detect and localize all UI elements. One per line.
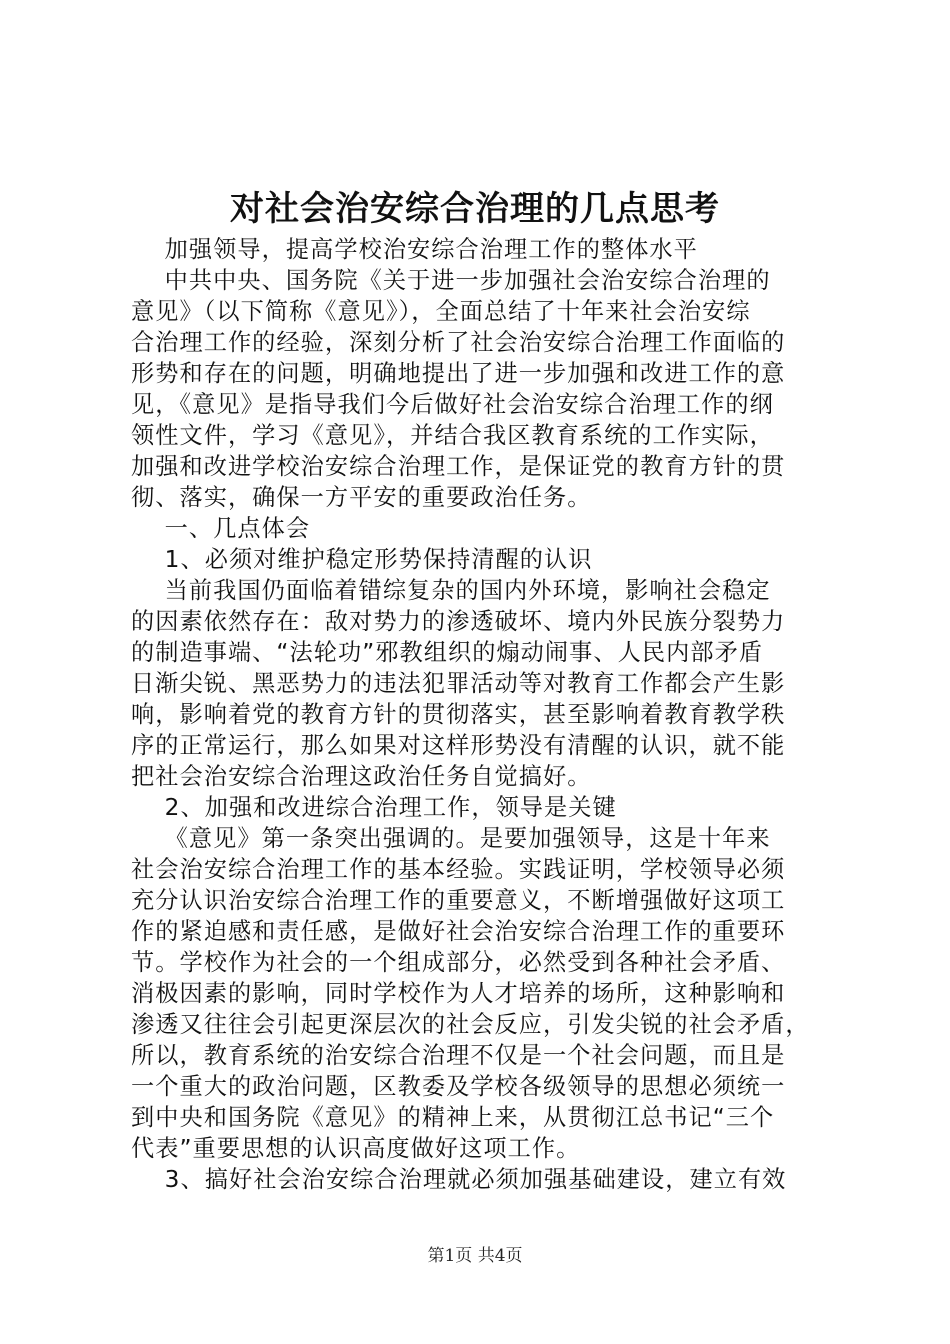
page-number-footer: 第1页 共4页 — [427, 1246, 523, 1266]
document-title: 对社会治安综合治理的几点思考 — [230, 189, 720, 229]
paragraph-line: 的因素依然存在：敌对势力的渗透破坏、境内外民族分裂势力 — [131, 608, 786, 635]
paragraph-line: 把社会治安综合治理这政治任务自觉搞好。 — [131, 763, 592, 790]
paragraph-line: 节。学校作为社会的一个组成部分，必然受到各种社会矛盾、 — [131, 949, 786, 976]
paragraph-line: 加强和改进学校治安综合治理工作，是保证党的教育方针的贯 — [131, 453, 786, 480]
subsection-heading: 2、加强和改进综合治理工作，领导是关键 — [131, 794, 617, 821]
paragraph-line: 的制造事端、“法轮功”邪教组织的煽动闹事、人民内部矛盾 — [131, 639, 764, 666]
paragraph-line: 合治理工作的经验，深刻分析了社会治安综合治理工作面临的 — [131, 329, 786, 356]
paragraph-line: 序的正常运行，那么如果对这样形势没有清醒的认识，就不能 — [131, 732, 786, 759]
paragraph-line: 社会治安综合治理工作的基本经验。实践证明，学校领导必须 — [131, 856, 786, 883]
paragraph-line: 响，影响着党的教育方针的贯彻落实，甚至影响着教育教学秩 — [131, 701, 786, 728]
paragraph-line: 当前我国仍面临着错综复杂的国内外环境，影响社会稳定 — [131, 577, 771, 604]
paragraph-line: 代表”重要思想的认识高度做好这项工作。 — [131, 1135, 581, 1162]
paragraph-line: 加强领导，提高学校治安综合治理工作的整体水平 — [131, 236, 698, 263]
paragraph-line: 领性文件，学习《意见》，并结合我区教育系统的工作实际， — [131, 422, 774, 449]
paragraph-line: 见，《意见》是指导我们今后做好社会治安综合治理工作的纲 — [131, 391, 774, 418]
paragraph-line: 作的紧迫感和责任感，是做好社会治安综合治理工作的重要环 — [131, 918, 786, 945]
document-body — [131, 234, 831, 1195]
paragraph-line: 彻、落实，确保一方平安的重要政治任务。 — [131, 484, 592, 511]
paragraph-line: 日渐尖锐、黑恶势力的违法犯罪活动等对教育工作都会产生影 — [131, 670, 786, 697]
paragraph-line: 到中央和国务院《意见》的精神上来，从贯彻江总书记“三个 — [131, 1104, 775, 1131]
paragraph-line: 充分认识治安综合治理工作的重要意义，不断增强做好这项工 — [131, 887, 786, 914]
paragraph-line: 所以，教育系统的治安综合治理不仅是一个社会问题，而且是 — [131, 1042, 786, 1069]
paragraph-line: 一个重大的政治问题，区教委及学校各级领导的思想必须统一 — [131, 1073, 786, 1100]
paragraph-line: 渗透又往往会引起更深层次的社会反应，引发尖锐的社会矛盾， — [131, 1011, 810, 1038]
paragraph-line: 意见》（以下简称《意见》），全面总结了十年来社会治安综 — [131, 298, 751, 325]
subsection-heading: 3、搞好社会治安综合治理就必须加强基础建设，建立有效 — [131, 1166, 787, 1193]
paragraph-line: 中共中央、国务院《关于进一步加强社会治安综合治理的 — [131, 267, 771, 294]
paragraph-line: 消极因素的影响，同时学校作为人才培养的场所，这种影响和 — [131, 980, 786, 1007]
paragraph-line: 《意见》第一条突出强调的。是要加强领导，这是十年来 — [131, 825, 771, 852]
section-heading: 一、几点体会 — [131, 515, 311, 542]
subsection-heading: 1、必须对维护稳定形势保持清醒的认识 — [131, 546, 593, 573]
paragraph-line: 形势和存在的问题，明确地提出了进一步加强和改进工作的意 — [131, 360, 786, 387]
